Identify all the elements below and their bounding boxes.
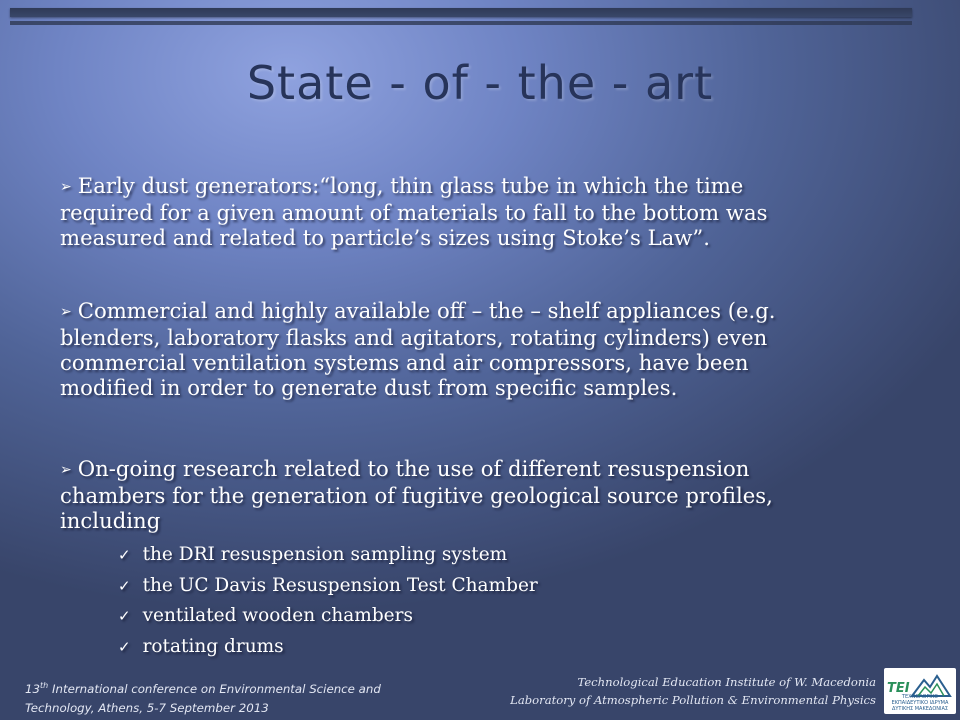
bullet-line: chambers for the generation of fugitive geological source profiles,: [60, 483, 773, 508]
laboratory-name: Laboratory of Atmospheric Pollution & Environmental Physics: [510, 693, 876, 707]
checkmark-icon: ✓: [118, 607, 131, 625]
conference-footer: [25, 676, 381, 718]
list-item: [118, 601, 538, 632]
bullet-text: Commercial and highly available off – the – shelf appliances (e.g.: [77, 298, 776, 323]
list-item: [118, 571, 538, 602]
tei-logo: [884, 668, 956, 714]
ordinal-number: 13: [25, 681, 41, 696]
institute-name: Technological Education Institute of W. Macedonia: [577, 675, 876, 689]
chamber-list: [118, 540, 538, 662]
conference-line-2: Technology, Athens, 5-7 September 2013: [25, 700, 269, 715]
logo-caption-line-2: ΔΥΤΙΚΗΣ ΜΑΚΕΔΟΝΙΑΣ: [891, 706, 949, 712]
bullet-early-dust-generators: [60, 173, 930, 250]
checkmark-icon: ✓: [118, 576, 131, 595]
list-item: [118, 540, 538, 571]
bullet-text: Early dust generators:“long, thin glass tube in which the time: [77, 173, 744, 198]
logo-wordmark: TEI: [887, 681, 910, 696]
arrow-bullet-icon: ➢: [60, 304, 72, 320]
bullet-line: including: [60, 508, 161, 533]
list-item-label: the UC Davis Resuspension Test Chamber: [142, 574, 538, 596]
arrow-bullet-icon: ➢: [60, 179, 72, 195]
bullet-line: blenders, laboratory flasks and agitators, rotating cylinders) even: [60, 325, 768, 350]
conference-name: International conference on Environmental Science and: [48, 681, 381, 696]
institute-footer: [510, 673, 876, 709]
list-item: [118, 632, 538, 663]
bullet-commercial-appliances: [60, 298, 930, 400]
bullet-line: commercial ventilation systems and air compressors, have been: [60, 350, 749, 375]
bullet-text: On-going research related to the use of different resuspension: [77, 456, 750, 481]
top-decorative-bar: [10, 8, 912, 17]
top-decorative-line: [10, 21, 912, 25]
checkmark-icon: ✓: [118, 637, 131, 656]
list-item-label: ventilated wooden chambers: [142, 605, 413, 626]
arrow-bullet-icon: ➢: [60, 462, 72, 478]
ordinal-suffix: th: [40, 681, 49, 690]
list-item-label: rotating drums: [142, 635, 284, 657]
bullet-line: modified in order to generate dust from specific samples.: [60, 375, 678, 400]
logo-caption: [886, 694, 954, 712]
conference-line-1: [25, 676, 381, 699]
bullet-line: [60, 456, 930, 483]
list-item-label: the DRI resuspension sampling system: [142, 544, 508, 565]
bullet-line: [60, 173, 930, 200]
bullet-line: measured and related to particle’s sizes using Stoke’s Law”.: [60, 225, 710, 250]
slide-title: State - of - the - art: [246, 56, 714, 110]
logo-caption-line-1: ΤΕΧΝΟΛΟΓΙΚΟ ΕΚΠΑΙΔΕΥΤΙΚΟ ΙΔΡΥΜΑ: [891, 694, 949, 706]
bullet-line: [60, 298, 930, 325]
bullet-line: required for a given amount of materials to fall to the bottom was: [60, 200, 768, 225]
checkmark-icon: ✓: [118, 546, 131, 564]
bullet-ongoing-research: [60, 456, 930, 533]
